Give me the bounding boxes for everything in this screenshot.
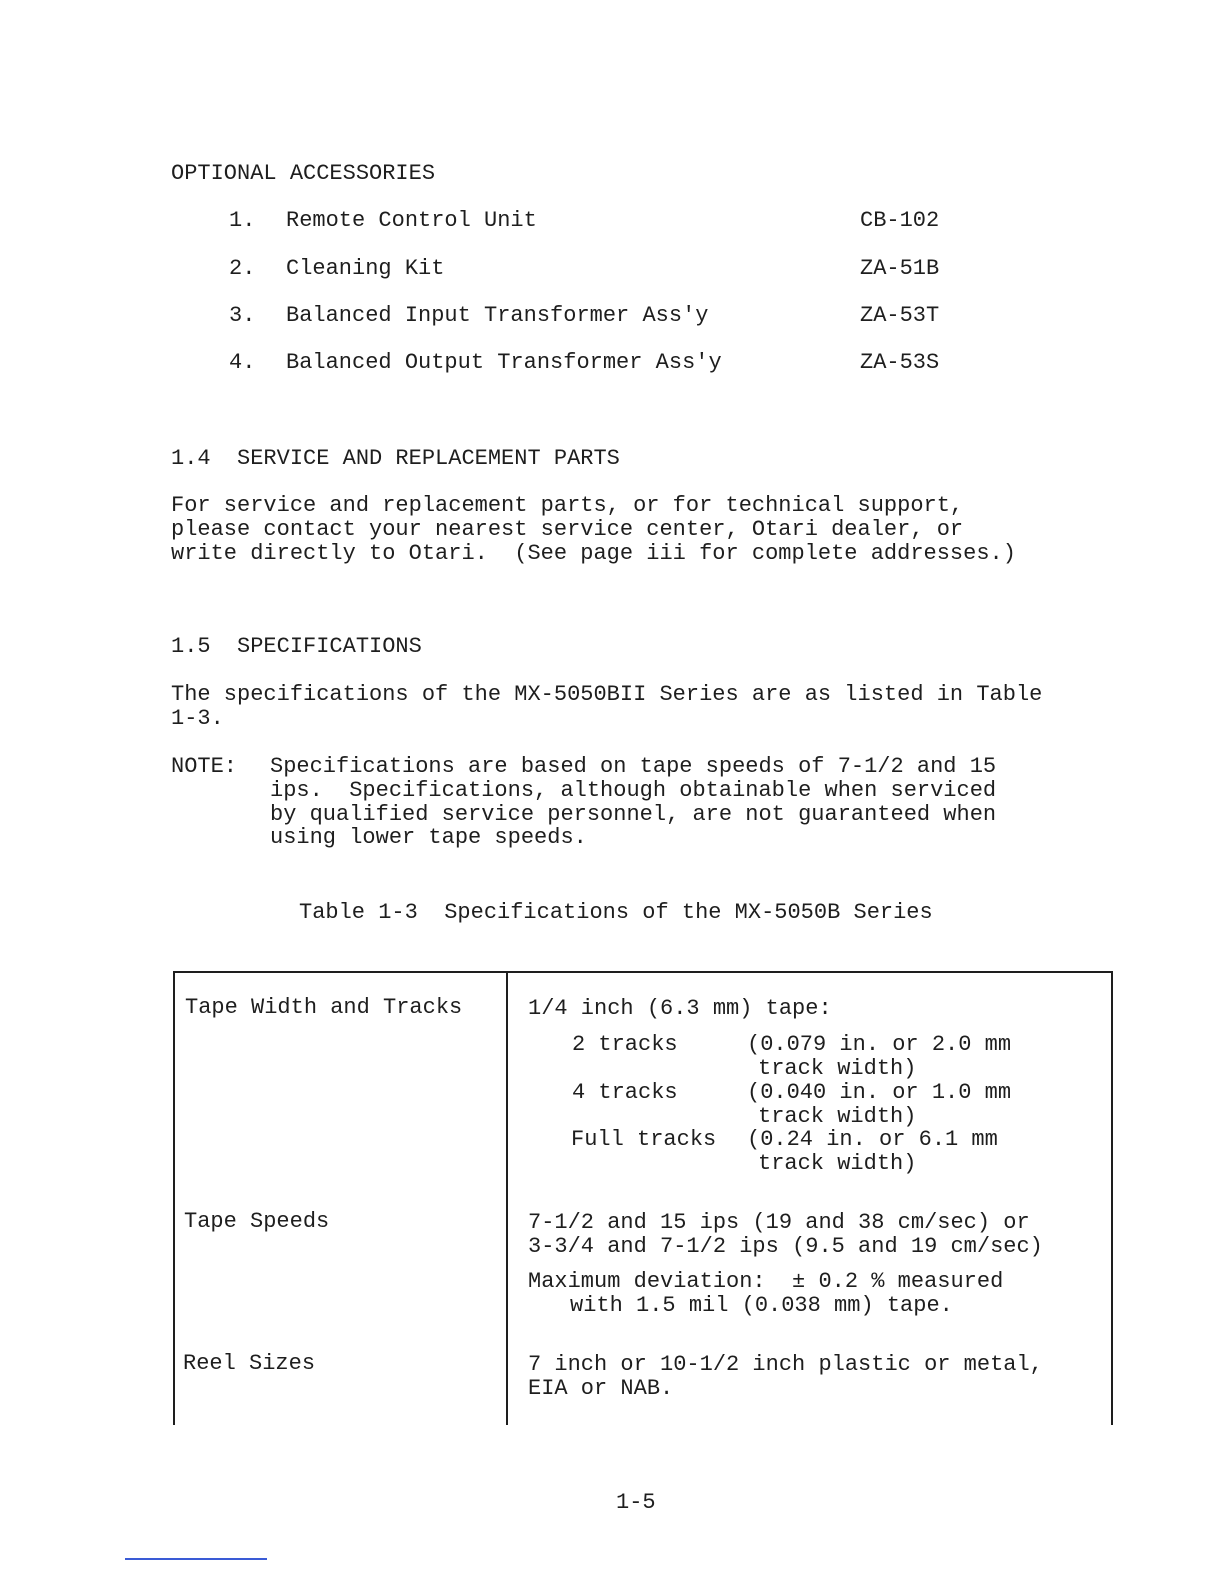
list-item-name: Balanced Output Transformer Ass'y — [286, 350, 722, 375]
table-row-label: Reel Sizes — [183, 1351, 316, 1376]
accessories-heading: OPTIONAL ACCESSORIES — [171, 161, 436, 186]
table-cell-text: 1/4 inch (6.3 mm) tape: — [528, 996, 832, 1021]
service-heading: 1.4 SERVICE AND REPLACEMENT PARTS — [171, 446, 620, 471]
table-row-label: Tape Speeds — [184, 1209, 330, 1234]
table-cell-text: 3-3/4 and 7-1/2 ips (9.5 and 19 cm/sec) — [528, 1234, 1043, 1259]
specifications-heading: 1.5 SPECIFICATIONS — [171, 634, 422, 659]
track-name: Full tracks — [571, 1127, 717, 1152]
table-cell-text: 7 inch or 10-1/2 inch plastic or metal, — [528, 1352, 1043, 1377]
paragraph-line: 1-3. — [171, 706, 224, 731]
page-number: 1-5 — [616, 1490, 656, 1515]
table-caption: Table 1-3 Specifications of the MX-5050B Series — [299, 900, 933, 925]
list-item-code: ZA-53S — [860, 350, 940, 375]
list-item-name: Balanced Input Transformer Ass'y — [286, 303, 709, 328]
list-item-number: 3. — [229, 303, 256, 328]
list-item-code: ZA-51B — [860, 256, 940, 281]
paragraph-line: please contact your nearest service center, Otari dealer, or — [171, 517, 964, 542]
track-spec: (0.24 in. or 6.1 mm — [747, 1127, 998, 1152]
list-item-name: Cleaning Kit — [286, 256, 445, 281]
track-spec: track width) — [758, 1151, 917, 1176]
track-spec: track width) — [758, 1104, 917, 1129]
specifications-table — [173, 971, 1113, 1425]
footer-rule — [125, 1558, 267, 1560]
table-cell-text: with 1.5 mil (0.038 mm) tape. — [570, 1293, 953, 1318]
note-line: ips. Specifications, although obtainable when serviced — [270, 778, 997, 803]
list-item-name: Remote Control Unit — [286, 208, 537, 233]
table-row-label: Tape Width and Tracks — [185, 995, 463, 1020]
paragraph-line: write directly to Otari. (See page iii for complete addresses.) — [171, 541, 1016, 566]
track-name: 2 tracks — [572, 1032, 678, 1057]
note-label: NOTE: — [171, 754, 238, 779]
list-item-number: 2. — [229, 256, 256, 281]
table-cell-text: Maximum deviation: ± 0.2 % measured — [528, 1269, 1004, 1294]
list-item-number: 1. — [229, 208, 256, 233]
note-line: Specifications are based on tape speeds of 7-1/2 and 15 — [270, 754, 997, 779]
table-cell-text: EIA or NAB. — [528, 1376, 674, 1401]
track-name: 4 tracks — [572, 1080, 678, 1105]
list-item-number: 4. — [229, 350, 256, 375]
table-cell-text: 7-1/2 and 15 ips (19 and 38 cm/sec) or — [528, 1210, 1030, 1235]
paragraph-line: For service and replacement parts, or for technical support, — [171, 493, 964, 518]
track-spec: (0.040 in. or 1.0 mm — [747, 1080, 1012, 1105]
list-item-code: ZA-53T — [860, 303, 940, 328]
paragraph-line: The specifications of the MX-5050BII Series are as listed in Table — [171, 682, 1043, 707]
track-spec: track width) — [758, 1056, 917, 1081]
note-line: by qualified service personnel, are not guaranteed when — [270, 802, 997, 827]
table-column-divider — [506, 973, 508, 1425]
track-spec: (0.079 in. or 2.0 mm — [747, 1032, 1012, 1057]
list-item-code: CB-102 — [860, 208, 940, 233]
note-line: using lower tape speeds. — [270, 825, 587, 850]
